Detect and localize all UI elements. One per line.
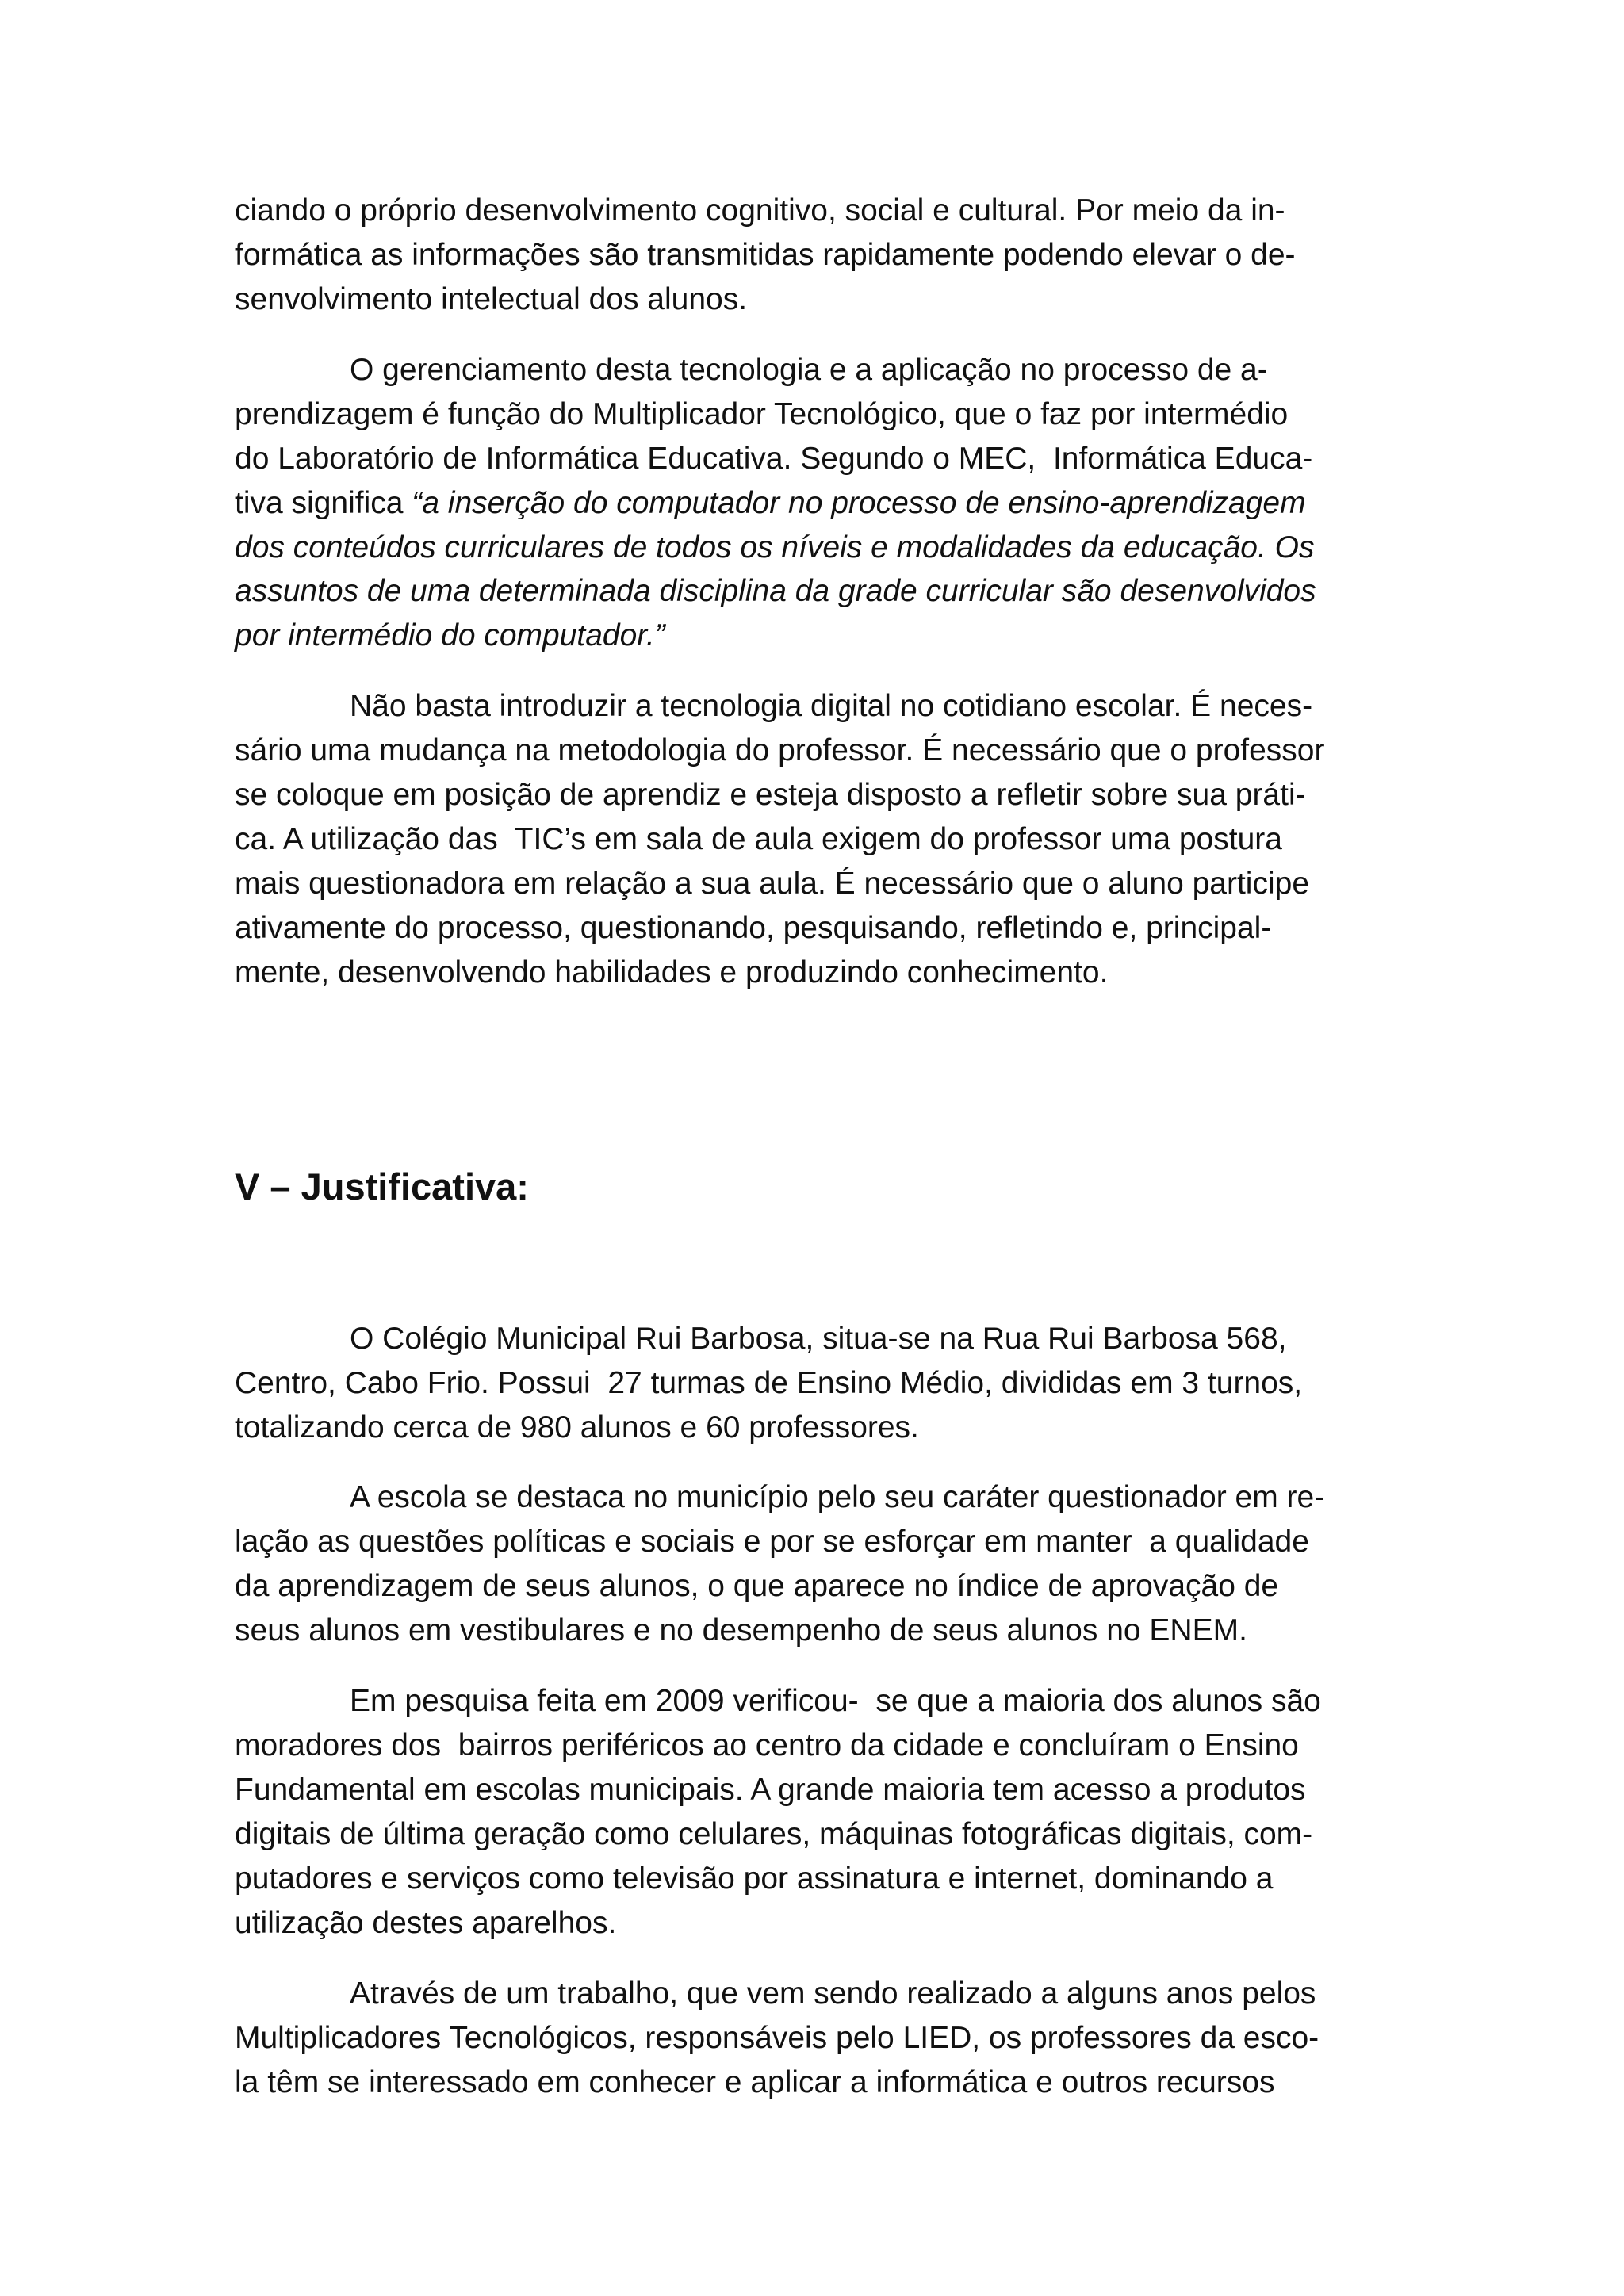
paragraph-3-line-1: Não basta introduzir a tecnologia digital no cotidiano escolar. É neces- (350, 689, 1313, 723)
paragraph-2-line-1: O gerenciamento desta tecnologia e a aplicação no processo de a- (350, 353, 1268, 387)
paragraph-1-line-2: formática as informações são transmitidas rapidamente podendo elevar o de- (235, 238, 1296, 272)
paragraph-5-line-1: A escola se destaca no município pelo seu caráter questionador em re- (350, 1480, 1325, 1514)
paragraph-6-line-2: moradores dos bairros periféricos ao centro da cidade e concluíram o Ensino (235, 1728, 1299, 1762)
paragraph-6-line-6: utilização destes aparelhos. (235, 1906, 617, 1940)
paragraph-3-line-7: mente, desenvolvendo habilidades e produzindo conhecimento. (235, 955, 1109, 989)
paragraph-6-line-4: digitais de última geração como celulares, máquinas fotográficas digitais, com- (235, 1817, 1313, 1851)
paragraph-4-line-2: Centro, Cabo Frio. Possui 27 turmas de Ensino Médio, divididas em 3 turnos, (235, 1366, 1303, 1400)
paragraph-3-line-6: ativamente do processo, questionando, pesquisando, refletindo e, principal- (235, 911, 1272, 945)
paragraph-7-line-1: Através de um trabalho, que vem sendo realizado a alguns anos pelos (350, 1976, 1316, 2011)
paragraph-7-line-2: Multiplicadores Tecnológicos, responsáveis pelo LIED, os professores da esco- (235, 2021, 1320, 2055)
paragraph-4-line-3: totalizando cerca de 980 alunos e 60 professores. (235, 1410, 919, 1445)
mec-quote-line-2: dos conteúdos curriculares de todos os níveis e modalidades da educação. Os (235, 530, 1315, 564)
paragraph-5-line-4: seus alunos em vestibulares e no desempenho de seus alunos no ENEM. (235, 1613, 1247, 1647)
paragraph-1-line-3: senvolvimento intelectual dos alunos. (235, 282, 748, 316)
paragraph-3-line-5: mais questionadora em relação a sua aula. É necessário que o aluno participe (235, 867, 1310, 901)
section-heading: V – Justificativa: (235, 1165, 529, 1207)
paragraph-3-line-2: sário uma mudança na metodologia do professor. É necessário que o professor (235, 733, 1325, 767)
paragraph-5-line-3: da aprendizagem de seus alunos, o que aparece no índice de aprovação de (235, 1569, 1279, 1603)
paragraph-6-line-1: Em pesquisa feita em 2009 verificou- se que a maioria dos alunos são (350, 1684, 1321, 1718)
paragraph-1-line-1: ciando o próprio desenvolvimento cognitivo, social e cultural. Por meio da in- (235, 193, 1285, 228)
paragraph-4-line-1: O Colégio Municipal Rui Barbosa, situa-se na Rua Rui Barbosa 568, (350, 1322, 1287, 1356)
mec-quote-start: “a inserção do computador no processo de ensino-aprendizagem (412, 486, 1306, 520)
mec-quote-line-4: por intermédio do computador.” (235, 618, 665, 652)
paragraph-6-line-3: Fundamental em escolas municipais. A grande maioria tem acesso a produtos (235, 1773, 1306, 1807)
paragraph-2-line-4 (235, 484, 1306, 522)
paragraph-2-line-2: prendizagem é função do Multiplicador Tecnológico, que o faz por intermédio (235, 397, 1289, 431)
paragraph-5-line-2: lação as questões políticas e sociais e por se esforçar em manter a qualidade (235, 1525, 1309, 1559)
paragraph-7-line-3: la têm se interessado em conhecer e aplicar a informática e outros recursos (235, 2065, 1275, 2099)
paragraph-3-line-4: ca. A utilização das TIC’s em sala de aula exigem do professor uma postura (235, 822, 1282, 856)
paragraph-2-line-4-prefix: tiva significa (235, 486, 412, 520)
paragraph-3-line-3: se coloque em posição de aprendiz e esteja disposto a refletir sobre sua práti- (235, 778, 1306, 812)
mec-quote-line-3: assuntos de uma determinada disciplina da grade curricular são desenvolvidos (235, 574, 1316, 608)
paragraph-6-line-5: putadores e serviços como televisão por assinatura e internet, dominando a (235, 1862, 1274, 1896)
paragraph-2-line-3: do Laboratório de Informática Educativa. Segundo o MEC, Informática Educa- (235, 442, 1313, 476)
